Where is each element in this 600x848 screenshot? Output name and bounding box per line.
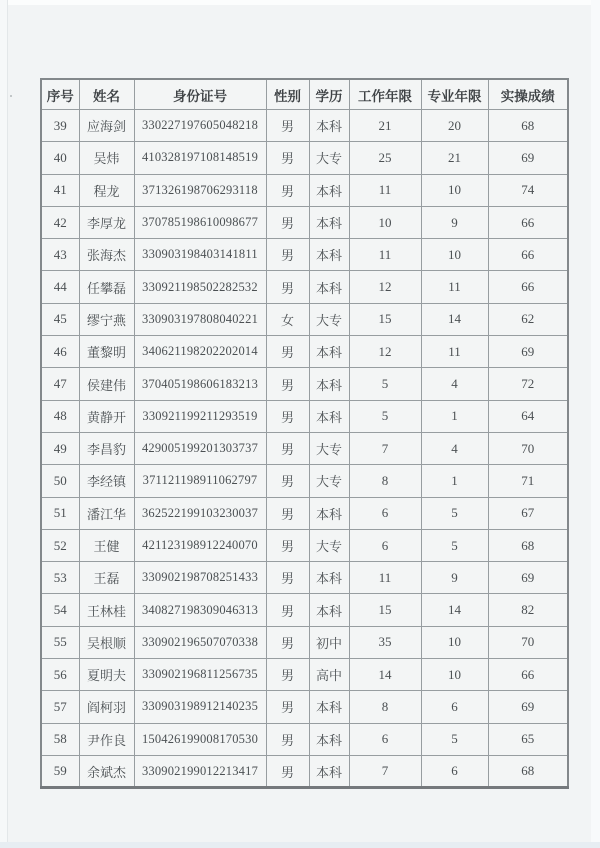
cell-id-number: 330921198502282532 <box>134 271 266 303</box>
cell-name: 董黎明 <box>79 336 134 368</box>
scan-edge-bottom <box>0 842 600 848</box>
cell-index: 41 <box>41 174 79 206</box>
cell-work-years: 6 <box>349 497 421 529</box>
cell-index: 48 <box>41 400 79 432</box>
table-row <box>41 303 568 335</box>
candidates-table <box>40 78 569 789</box>
cell-name: 王健 <box>79 529 134 561</box>
cell-index: 49 <box>41 432 79 464</box>
cell-education: 初中 <box>309 626 349 658</box>
cell-practical-score: 69 <box>488 562 568 594</box>
cell-work-years: 21 <box>349 110 421 142</box>
table-row <box>41 659 568 691</box>
cell-education: 本科 <box>309 368 349 400</box>
cell-work-years: 11 <box>349 239 421 271</box>
cell-gender: 男 <box>266 206 309 238</box>
cell-work-years: 6 <box>349 723 421 755</box>
cell-professional-years: 10 <box>421 659 488 691</box>
cell-professional-years: 1 <box>421 465 488 497</box>
cell-work-years: 8 <box>349 691 421 723</box>
header-education: 学历 <box>309 79 349 110</box>
cell-gender: 男 <box>266 336 309 368</box>
cell-work-years: 12 <box>349 271 421 303</box>
cell-name: 任攀磊 <box>79 271 134 303</box>
cell-gender: 男 <box>266 400 309 432</box>
cell-id-number: 330902198708251433 <box>134 562 266 594</box>
cell-gender: 男 <box>266 142 309 174</box>
cell-index: 59 <box>41 755 79 787</box>
cell-work-years: 5 <box>349 368 421 400</box>
table-row <box>41 400 568 432</box>
cell-name: 侯建伟 <box>79 368 134 400</box>
cell-gender: 男 <box>266 497 309 529</box>
cell-id-number: 371121198911062797 <box>134 465 266 497</box>
cell-education: 大专 <box>309 465 349 497</box>
cell-index: 56 <box>41 659 79 691</box>
cell-name: 余斌杰 <box>79 755 134 787</box>
cell-name: 吴炜 <box>79 142 134 174</box>
cell-practical-score: 70 <box>488 432 568 464</box>
cell-education: 大专 <box>309 529 349 561</box>
cell-index: 45 <box>41 303 79 335</box>
scan-edge-top <box>0 0 600 5</box>
table-row <box>41 626 568 658</box>
cell-id-number: 330902199012213417 <box>134 755 266 787</box>
cell-practical-score: 68 <box>488 755 568 787</box>
cell-index: 47 <box>41 368 79 400</box>
cell-professional-years: 14 <box>421 303 488 335</box>
table-row <box>41 723 568 755</box>
cell-index: 58 <box>41 723 79 755</box>
cell-professional-years: 10 <box>421 239 488 271</box>
cell-index: 44 <box>41 271 79 303</box>
cell-id-number: 330903197808040221 <box>134 303 266 335</box>
cell-education: 本科 <box>309 400 349 432</box>
cell-gender: 男 <box>266 174 309 206</box>
cell-education: 本科 <box>309 336 349 368</box>
cell-education: 本科 <box>309 755 349 787</box>
table-row <box>41 432 568 464</box>
cell-education: 本科 <box>309 691 349 723</box>
cell-index: 42 <box>41 206 79 238</box>
cell-practical-score: 68 <box>488 110 568 142</box>
cell-practical-score: 66 <box>488 239 568 271</box>
cell-index: 46 <box>41 336 79 368</box>
cell-practical-score: 62 <box>488 303 568 335</box>
cell-practical-score: 67 <box>488 497 568 529</box>
cell-education: 本科 <box>309 562 349 594</box>
table-row <box>41 239 568 271</box>
table-row <box>41 529 568 561</box>
cell-professional-years: 4 <box>421 368 488 400</box>
cell-professional-years: 10 <box>421 626 488 658</box>
cell-work-years: 15 <box>349 594 421 626</box>
cell-gender: 男 <box>266 368 309 400</box>
cell-id-number: 421123198912240070 <box>134 529 266 561</box>
cell-index: 40 <box>41 142 79 174</box>
table-row <box>41 336 568 368</box>
cell-id-number: 330902196507070338 <box>134 626 266 658</box>
cell-gender: 男 <box>266 723 309 755</box>
cell-name: 李经镇 <box>79 465 134 497</box>
cell-gender: 男 <box>266 562 309 594</box>
cell-practical-score: 69 <box>488 336 568 368</box>
cell-id-number: 370785198610098677 <box>134 206 266 238</box>
cell-id-number: 330903198912140235 <box>134 691 266 723</box>
cell-education: 大专 <box>309 432 349 464</box>
cell-education: 高中 <box>309 659 349 691</box>
cell-id-number: 340621198202202014 <box>134 336 266 368</box>
cell-id-number: 371326198706293118 <box>134 174 266 206</box>
cell-work-years: 12 <box>349 336 421 368</box>
cell-name: 王林桂 <box>79 594 134 626</box>
cell-professional-years: 1 <box>421 400 488 432</box>
cell-gender: 男 <box>266 110 309 142</box>
cell-gender: 男 <box>266 691 309 723</box>
cell-professional-years: 6 <box>421 691 488 723</box>
cell-education: 本科 <box>309 497 349 529</box>
table-row <box>41 497 568 529</box>
table-row <box>41 755 568 787</box>
cell-index: 54 <box>41 594 79 626</box>
scan-edge-left <box>0 0 8 848</box>
cell-practical-score: 72 <box>488 368 568 400</box>
cell-index: 51 <box>41 497 79 529</box>
cell-professional-years: 11 <box>421 336 488 368</box>
cell-index: 43 <box>41 239 79 271</box>
cell-practical-score: 66 <box>488 206 568 238</box>
cell-professional-years: 4 <box>421 432 488 464</box>
cell-index: 50 <box>41 465 79 497</box>
cell-professional-years: 11 <box>421 271 488 303</box>
cell-education: 本科 <box>309 723 349 755</box>
cell-work-years: 25 <box>349 142 421 174</box>
cell-name: 阎柯羽 <box>79 691 134 723</box>
header-gender: 性别 <box>266 79 309 110</box>
cell-work-years: 7 <box>349 755 421 787</box>
table-row <box>41 562 568 594</box>
cell-practical-score: 82 <box>488 594 568 626</box>
header-name: 姓名 <box>79 79 134 110</box>
cell-name: 李厚龙 <box>79 206 134 238</box>
cell-name: 程龙 <box>79 174 134 206</box>
table-row <box>41 110 568 142</box>
cell-work-years: 11 <box>349 562 421 594</box>
cell-gender: 男 <box>266 465 309 497</box>
header-work-years: 工作年限 <box>349 79 421 110</box>
cell-id-number: 340827198309046313 <box>134 594 266 626</box>
table-row <box>41 206 568 238</box>
cell-work-years: 8 <box>349 465 421 497</box>
cell-gender: 男 <box>266 594 309 626</box>
table-header-row <box>41 79 568 110</box>
cell-id-number: 330921199211293519 <box>134 400 266 432</box>
cell-work-years: 7 <box>349 432 421 464</box>
cell-index: 57 <box>41 691 79 723</box>
cell-professional-years: 20 <box>421 110 488 142</box>
cell-gender: 男 <box>266 432 309 464</box>
cell-professional-years: 21 <box>421 142 488 174</box>
cell-work-years: 5 <box>349 400 421 432</box>
cell-professional-years: 9 <box>421 206 488 238</box>
header-index: 序号 <box>41 79 79 110</box>
header-id-number: 身份证号 <box>134 79 266 110</box>
cell-gender: 男 <box>266 659 309 691</box>
cell-professional-years: 5 <box>421 497 488 529</box>
table-row <box>41 691 568 723</box>
cell-professional-years: 6 <box>421 755 488 787</box>
cell-practical-score: 74 <box>488 174 568 206</box>
cell-professional-years: 9 <box>421 562 488 594</box>
cell-name: 王磊 <box>79 562 134 594</box>
cell-id-number: 362522199103230037 <box>134 497 266 529</box>
cell-index: 55 <box>41 626 79 658</box>
cell-education: 本科 <box>309 110 349 142</box>
cell-practical-score: 64 <box>488 400 568 432</box>
cell-gender: 男 <box>266 529 309 561</box>
cell-education: 大专 <box>309 142 349 174</box>
cell-work-years: 6 <box>349 529 421 561</box>
cell-id-number: 150426199008170530 <box>134 723 266 755</box>
cell-practical-score: 70 <box>488 626 568 658</box>
cell-index: 39 <box>41 110 79 142</box>
table-row <box>41 174 568 206</box>
cell-practical-score: 65 <box>488 723 568 755</box>
cell-education: 本科 <box>309 239 349 271</box>
cell-name: 黄静开 <box>79 400 134 432</box>
table-row <box>41 594 568 626</box>
cell-gender: 男 <box>266 271 309 303</box>
cell-professional-years: 14 <box>421 594 488 626</box>
cell-practical-score: 69 <box>488 142 568 174</box>
cell-name: 夏明夫 <box>79 659 134 691</box>
cell-gender: 男 <box>266 755 309 787</box>
cell-education: 本科 <box>309 594 349 626</box>
scan-edge-right <box>591 0 600 848</box>
cell-gender: 女 <box>266 303 309 335</box>
cell-education: 本科 <box>309 206 349 238</box>
cell-professional-years: 5 <box>421 723 488 755</box>
cell-practical-score: 66 <box>488 659 568 691</box>
cell-practical-score: 68 <box>488 529 568 561</box>
cell-name: 尹作良 <box>79 723 134 755</box>
cell-education: 本科 <box>309 271 349 303</box>
cell-work-years: 10 <box>349 206 421 238</box>
cell-practical-score: 71 <box>488 465 568 497</box>
cell-professional-years: 5 <box>421 529 488 561</box>
cell-name: 吴根顺 <box>79 626 134 658</box>
cell-id-number: 429005199201303737 <box>134 432 266 464</box>
header-practical-score: 实操成绩 <box>488 79 568 110</box>
cell-work-years: 14 <box>349 659 421 691</box>
cell-index: 53 <box>41 562 79 594</box>
cell-name: 潘江华 <box>79 497 134 529</box>
cell-id-number: 330902196811256735 <box>134 659 266 691</box>
table-row <box>41 368 568 400</box>
cell-work-years: 15 <box>349 303 421 335</box>
cell-professional-years: 10 <box>421 174 488 206</box>
cell-work-years: 35 <box>349 626 421 658</box>
cell-gender: 男 <box>266 626 309 658</box>
cell-education: 大专 <box>309 303 349 335</box>
cell-name: 应海剑 <box>79 110 134 142</box>
cell-id-number: 370405198606183213 <box>134 368 266 400</box>
cell-id-number: 410328197108148519 <box>134 142 266 174</box>
cell-name: 张海杰 <box>79 239 134 271</box>
table-row <box>41 142 568 174</box>
cell-practical-score: 66 <box>488 271 568 303</box>
cell-work-years: 11 <box>349 174 421 206</box>
table-row <box>41 271 568 303</box>
table-body <box>41 110 568 788</box>
header-professional-years: 专业年限 <box>421 79 488 110</box>
cell-education: 本科 <box>309 174 349 206</box>
cell-id-number: 330903198403141811 <box>134 239 266 271</box>
cell-name: 李昌豹 <box>79 432 134 464</box>
cell-name: 缪宁燕 <box>79 303 134 335</box>
cell-gender: 男 <box>266 239 309 271</box>
scan-speck <box>10 95 12 97</box>
cell-id-number: 330227197605048218 <box>134 110 266 142</box>
cell-index: 52 <box>41 529 79 561</box>
cell-practical-score: 69 <box>488 691 568 723</box>
table-row <box>41 465 568 497</box>
